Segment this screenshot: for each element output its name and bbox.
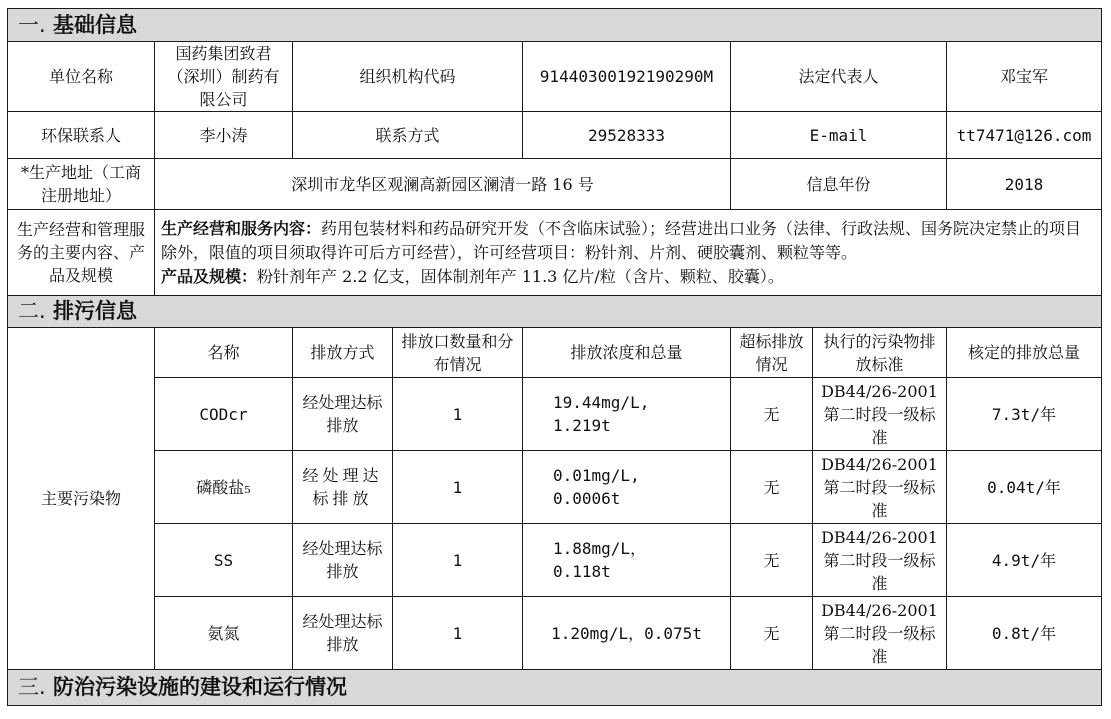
- section-3-header: [8, 670, 1102, 706]
- company-environmental-info-table: [7, 8, 1102, 706]
- address-label: *生产地址（工商注册地址）: [8, 159, 155, 210]
- section-3-number: 三.: [18, 675, 46, 699]
- section-2-title: 排污信息: [53, 299, 137, 323]
- discharge-standard: DB44/26-2001第二时段一级标准: [813, 378, 947, 451]
- section-3-title: 防治污染设施的建设和运行情况: [53, 675, 347, 699]
- table-row: [8, 451, 1102, 524]
- main-pollutants-label: 主要污染物: [8, 328, 155, 670]
- discharge-method: 经处理达标排放: [293, 597, 393, 670]
- concentration-total: [523, 378, 731, 451]
- unit-name-label: 单位名称: [8, 42, 155, 112]
- col-header-standard: 执行的污染物排放标准: [813, 328, 947, 378]
- env-contact-value: 李小涛: [155, 112, 293, 159]
- env-contact-label: 环保联系人: [8, 112, 155, 159]
- outlet-count: 1: [393, 451, 523, 524]
- section-2-header: [8, 296, 1102, 328]
- concentration-total: [523, 597, 731, 670]
- product-scale-heading: 产品及规模：: [161, 266, 258, 286]
- section-1-number: 一.: [18, 12, 46, 37]
- concentration-total: [523, 451, 731, 524]
- discharge-method: 经处理达标排放: [293, 524, 393, 597]
- legal-rep-label: 法定代表人: [731, 42, 947, 112]
- outlet-count: 1: [393, 378, 523, 451]
- business-scope-heading: 生产经营和服务内容：: [161, 218, 322, 238]
- exceed-status: 无: [731, 378, 813, 451]
- exceed-status: 无: [731, 524, 813, 597]
- section-1-title: 基础信息: [53, 12, 137, 37]
- approved-total: 0.8t/年: [947, 597, 1102, 670]
- col-header-method: 排放方式: [293, 328, 393, 378]
- section-2-number: 二.: [18, 299, 46, 323]
- discharge-standard: DB44/26-2001第二时段一级标准: [813, 597, 947, 670]
- outlet-count: 1: [393, 597, 523, 670]
- approved-total: 4.9t/年: [947, 524, 1102, 597]
- pollutant-name: SS: [155, 524, 293, 597]
- col-header-outlets: 排放口数量和分布情况: [393, 328, 523, 378]
- table-row: [8, 378, 1102, 451]
- business-scope-text: 药用包装材料和药品研究开发（不含临床试验）；经营进出口业务（法律、行政法规、国务院决定禁止的项目除外，限值的项目须取得许可后方可经营），许可经营项目：粉针剂、片剂、硬胶囊剂、颗粒等等。: [161, 218, 1082, 262]
- discharge-method: 经处理达标排放: [293, 451, 393, 524]
- section-1-header: [8, 9, 1102, 42]
- concentration: 19.44mg/L,: [553, 393, 650, 412]
- concentration: 1.88mg/L，: [553, 539, 647, 558]
- legal-rep-value: 邓宝军: [947, 42, 1102, 112]
- product-scale-text: 粉针剂年产 2.2 亿支，固体制剂年产 11.3 亿片/粒（含片、颗粒、胶囊）。: [257, 266, 784, 286]
- total-amount: 0.0006t: [553, 489, 621, 508]
- discharge-standard: DB44/26-2001第二时段一级标准: [813, 524, 947, 597]
- info-year-label: 信息年份: [731, 159, 947, 210]
- concentration: 0.01mg/L,: [553, 466, 640, 485]
- email-value: tt7471@126.com: [947, 112, 1102, 159]
- approved-total: 0.04t/年: [947, 451, 1102, 524]
- address-value: 深圳市龙华区观澜高新园区澜清一路 16 号: [155, 159, 731, 210]
- pollutant-name: 磷酸盐₅: [155, 451, 293, 524]
- exceed-status: 无: [731, 597, 813, 670]
- org-code-value: 91440300192190290M: [523, 42, 731, 112]
- exceed-status: 无: [731, 451, 813, 524]
- discharge-standard: DB44/26-2001第二时段一级标准: [813, 451, 947, 524]
- org-code-label: 组织机构代码: [293, 42, 523, 112]
- concentration: 1.20mg/L，0.075t: [551, 623, 702, 643]
- phone-value: 29528333: [523, 112, 731, 159]
- business-scope-value: [155, 210, 1102, 296]
- discharge-method: 经处理达标排放: [293, 378, 393, 451]
- info-year-value: 2018: [947, 159, 1102, 210]
- pollutant-name: CODcr: [155, 378, 293, 451]
- business-scope-label: 生产经营和管理服务的主要内容、产品及规模: [8, 210, 155, 296]
- approved-total: 7.3t/年: [947, 378, 1102, 451]
- col-header-exceed: 超标排放情况: [731, 328, 813, 378]
- table-row: [8, 597, 1102, 670]
- total-amount: 1.219t: [553, 416, 611, 435]
- total-amount: 0.118t: [553, 562, 611, 581]
- concentration-total: [523, 524, 731, 597]
- col-header-name: 名称: [155, 328, 293, 378]
- unit-name-value: 国药集团致君（深圳）制药有限公司: [155, 42, 293, 112]
- col-header-concentration: 排放浓度和总量: [523, 328, 731, 378]
- table-row: [8, 524, 1102, 597]
- col-header-approved: 核定的排放总量: [947, 328, 1102, 378]
- phone-label: 联系方式: [293, 112, 523, 159]
- outlet-count: 1: [393, 524, 523, 597]
- pollutant-name: 氨氮: [155, 597, 293, 670]
- email-label: E-mail: [731, 112, 947, 159]
